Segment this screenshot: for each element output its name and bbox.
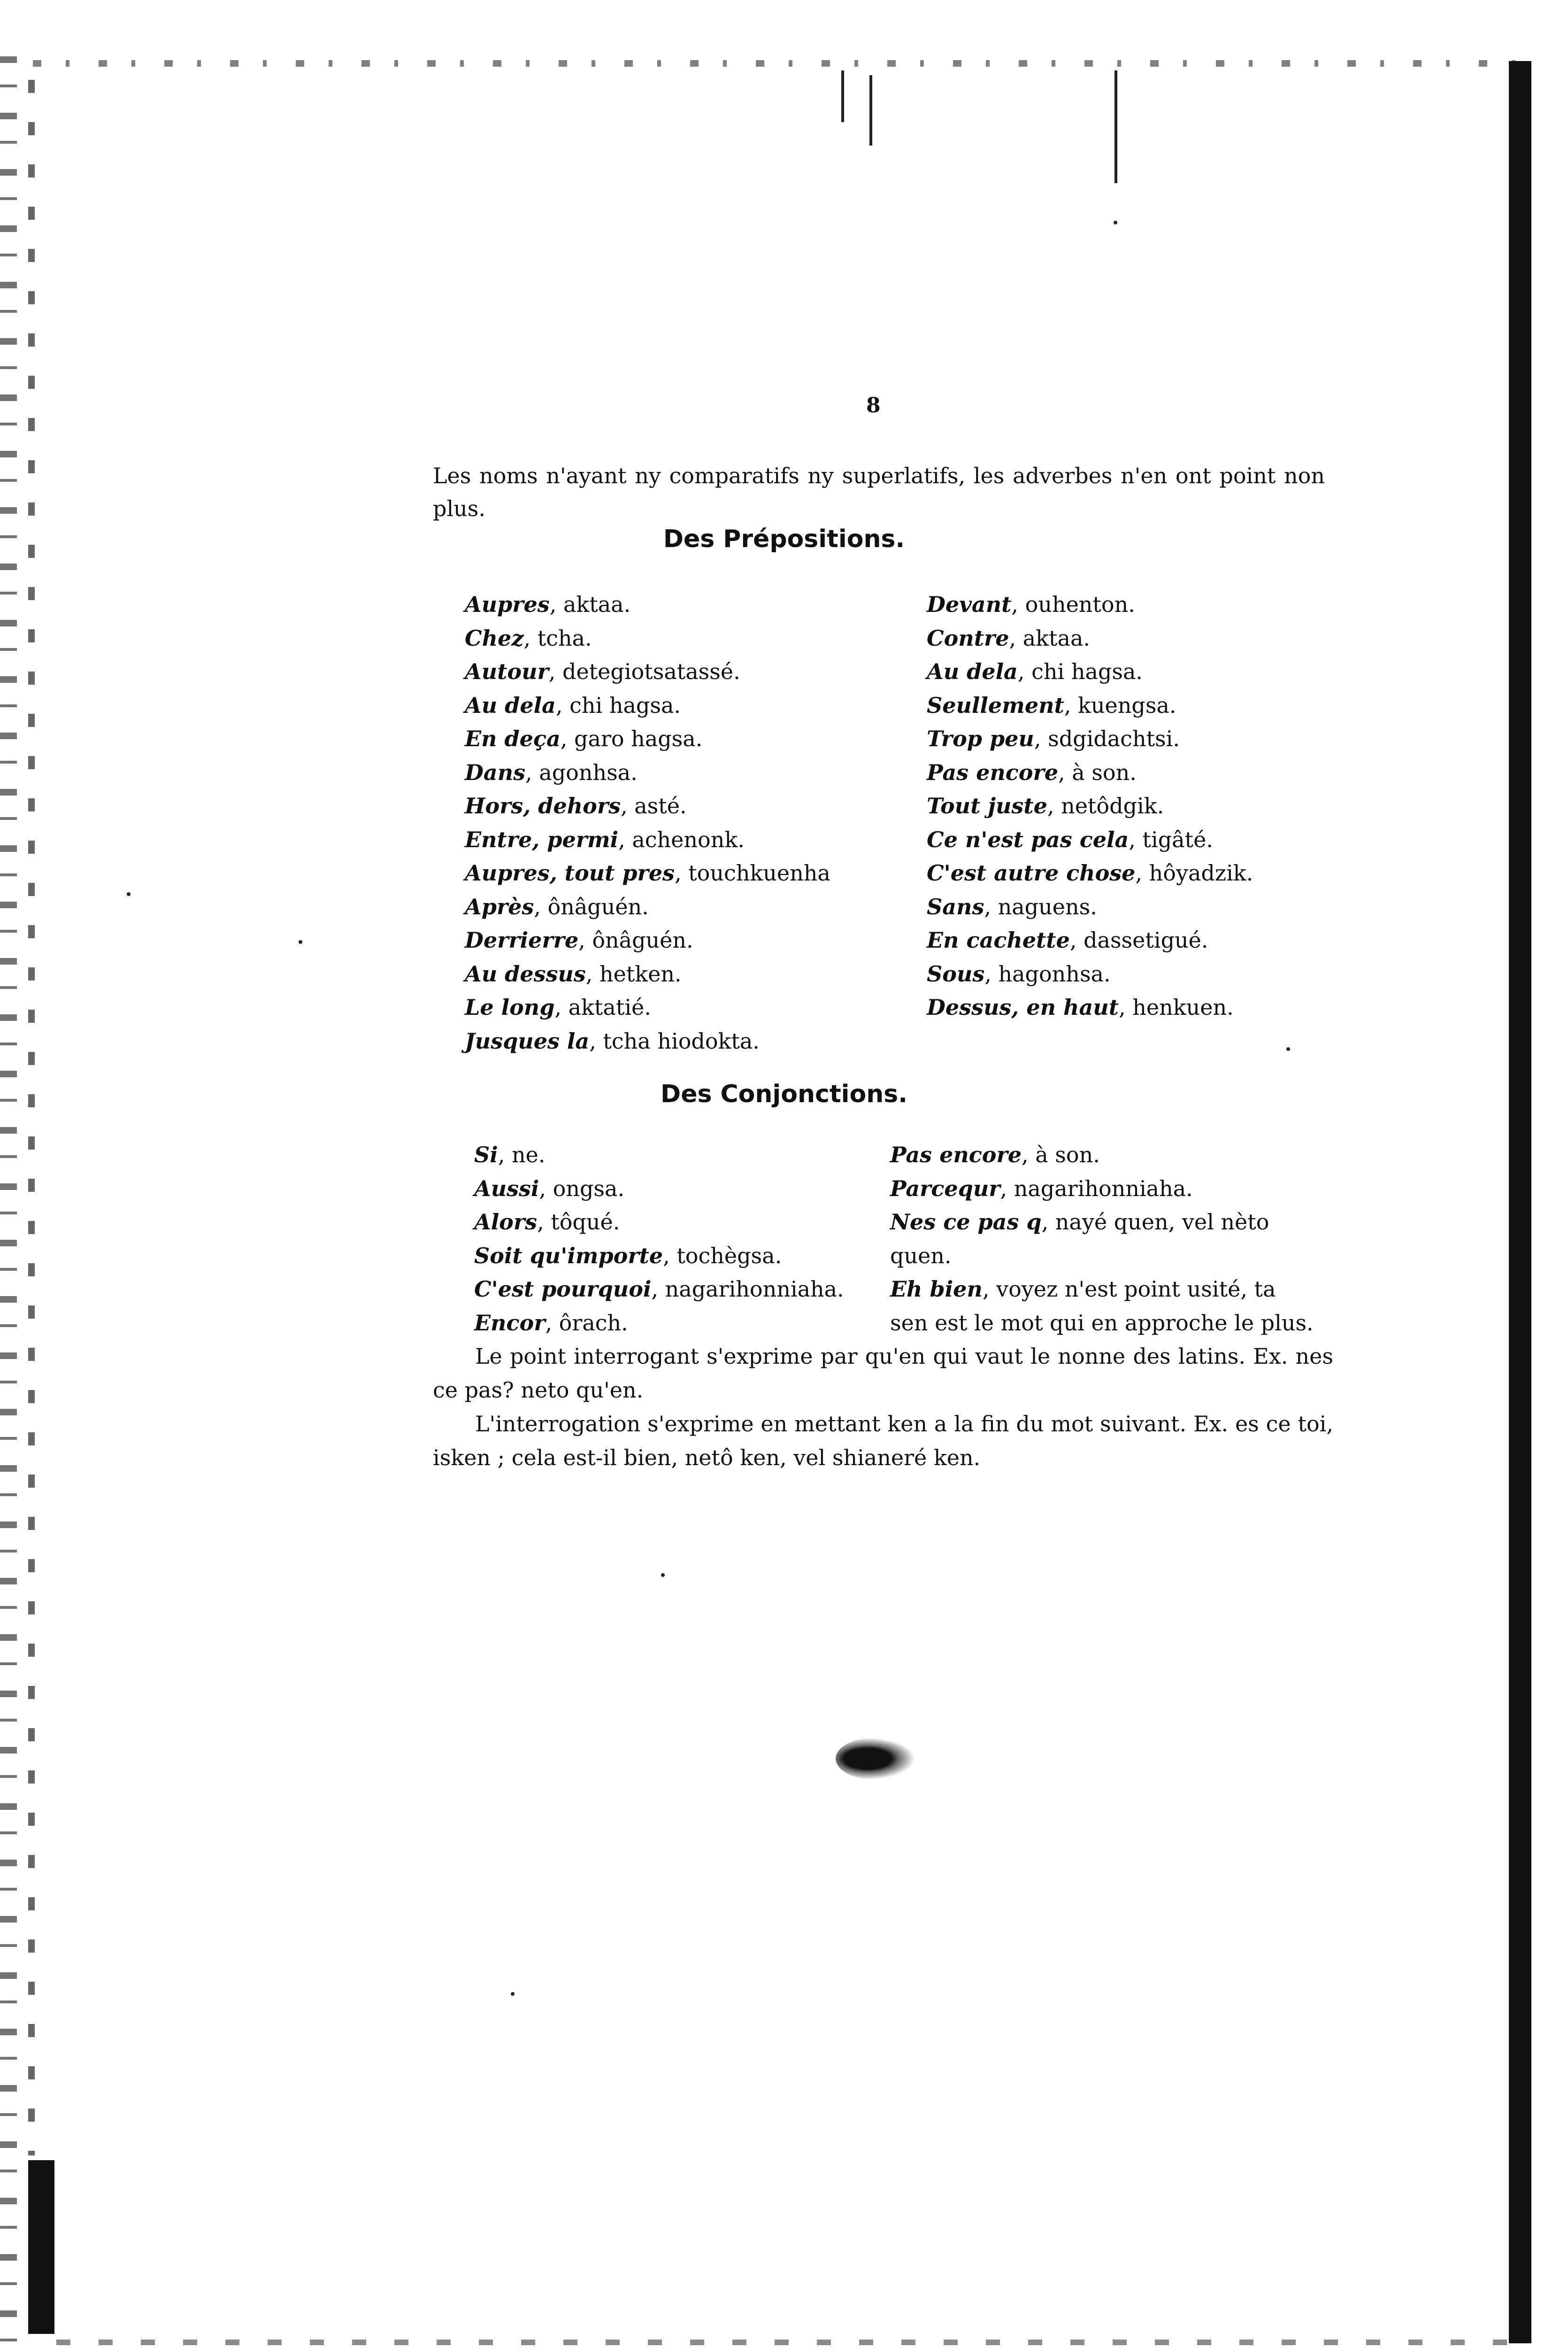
entry-gloss: , achenonk. [618,826,745,852]
entry-term: Ce n'est pas cela [927,826,1129,852]
entry-gloss: , garo hagsa. [560,726,703,751]
entry-line [927,857,1253,890]
entry-term: Sous [927,961,985,987]
ink-speck [1286,1047,1290,1051]
entry-term: Devant [927,592,1012,617]
entry-line [890,1306,1314,1340]
entry-term: Au dessus [465,961,586,987]
entry-gloss: , asté. [621,793,687,819]
entry-term: Soit qu'importe [474,1243,663,1268]
entry-gloss: , ôrach. [545,1310,628,1336]
entry-gloss: , aktaa. [1009,625,1090,651]
entry-term: Chez [465,625,524,651]
entry-gloss: , hagonhsa. [984,961,1111,987]
entry-term: Contre [927,625,1009,651]
scan-edge-left [0,56,17,2348]
entry-term: Encor [474,1310,546,1336]
entry-line [927,789,1253,823]
entry-term: Trop peu [927,726,1034,751]
entry-term: Alors [474,1209,537,1235]
ink-speck [1114,221,1117,224]
entry-line [465,588,830,622]
entry-gloss: , sdgidachtsi. [1034,726,1180,751]
entry-gloss: sen est le mot qui en approche le plus. [890,1310,1314,1336]
prepositions-heading: Des Prépositions. [663,525,905,553]
paragraph-interrogation: L'interrogation s'exprime en mettant ken a la fin du mot suivant. Ex. es ce toi, isken ; cela est-il bien, netô ken, vel shianeré ken. [433,1411,1333,1470]
entry-term: Au dela [465,692,556,718]
entry-gloss: , netôdgik. [1047,793,1164,819]
entry-gloss: , naguens. [984,894,1097,919]
entry-gloss: , nayé quen, vel nèto [1041,1209,1269,1235]
entry-gloss: , à son. [1021,1142,1100,1167]
entry-gloss: , chi hagsa. [1017,659,1143,684]
ink-speck [299,940,302,944]
entry-term: Nes ce pas q [890,1209,1042,1235]
entry-line [890,1273,1314,1306]
entry-line [927,756,1253,790]
entry-line [465,689,830,723]
entry-gloss: , detegiotsatassé. [548,659,740,684]
ink-speck [661,1573,665,1577]
entry-gloss: , tcha hiodokta. [589,1028,760,1054]
scan-edge-top [33,60,1535,67]
entry-term: Derrierre [465,927,579,953]
entry-gloss: , à son. [1058,759,1137,785]
entry-term: Dans [465,759,526,785]
entry-line [927,722,1253,756]
entry-gloss: , voyez n'est point usité, ta [982,1276,1276,1302]
conjonctions-heading: Des Conjonctions. [661,1080,907,1108]
entry-line [465,924,830,958]
scan-shadow-left [28,2160,54,2334]
entry-line [927,689,1253,723]
entry-gloss: , henkuen. [1119,995,1234,1020]
entry-term: Au dela [927,659,1018,684]
entry-line [927,890,1253,924]
entry-line [474,1205,844,1239]
entry-gloss: , kuengsa. [1064,692,1176,718]
entry-gloss: , chi hagsa. [555,692,681,718]
entry-term: Jusques la [465,1028,590,1054]
page-number: 8 [866,394,881,417]
entry-term: Pas encore [927,759,1058,785]
entry-line [890,1205,1314,1239]
entry-line [474,1306,844,1340]
entry-term: En cachette [927,927,1070,953]
conjonctions-left-column [474,1138,844,1340]
entry-line [927,823,1253,857]
entry-gloss: , nagarihonniaha. [1000,1175,1193,1201]
entry-gloss: , tochègsa. [663,1243,782,1268]
entry-term: Hors, dehors [465,793,621,819]
scan-mark [841,70,844,122]
entry-gloss: , tcha. [523,625,592,651]
intro-text: Les noms n'ayant ny comparatifs ny superlatifs, les adverbes n'en ont point non plus. [433,463,1325,521]
entry-line [474,1138,844,1172]
entry-line [927,588,1253,622]
entry-term: Eh bien [890,1276,983,1302]
entry-gloss: , hetken. [585,961,682,987]
scan-edge-bottom [56,2340,1507,2345]
entry-line [890,1138,1314,1172]
entry-term: Dessus, en haut [927,995,1119,1020]
entry-line [927,991,1253,1025]
entry-line [927,655,1253,689]
entry-term: Tout juste [927,793,1047,819]
entry-line [465,857,830,890]
prepositions-right-column [927,588,1253,1025]
entry-line [465,756,830,790]
entry-term: Pas encore [890,1142,1022,1167]
scan-mark [1115,70,1117,183]
entry-gloss: , tigâté. [1129,826,1213,852]
entry-line [465,655,830,689]
entry-term: En deça [465,726,561,751]
entry-term: Seullement [927,692,1064,718]
entry-line [465,622,830,656]
entry-gloss: , agonhsa. [525,759,638,785]
conjonctions-right-column [890,1138,1314,1340]
entry-gloss: , aktatié. [554,995,651,1020]
entry-gloss: , ônâguén. [534,894,649,919]
entry-gloss: , hôyadzik. [1135,860,1253,886]
entry-gloss: , ônâguén. [578,927,693,953]
entry-line [927,622,1253,656]
entry-term: Après [465,894,534,919]
entry-line [474,1239,844,1273]
entry-line [927,924,1253,958]
entry-gloss: , dassetigué. [1069,927,1208,953]
entry-line [474,1273,844,1306]
ink-blot [836,1738,915,1780]
entry-term: Aussi [474,1175,539,1201]
scan-mark [869,75,872,146]
entry-gloss: , ouhenton. [1011,592,1135,617]
entry-term: Sans [927,894,984,919]
entry-line [465,823,830,857]
entry-gloss: , tôqué. [537,1209,620,1235]
entry-line [465,958,830,991]
entry-line [465,991,830,1025]
entry-term: Le long [465,995,555,1020]
entry-gloss: quen. [890,1243,952,1268]
scan-edge-left-inner [28,80,35,2155]
entry-line [474,1172,844,1206]
entry-line [465,890,830,924]
scan-shadow-right [1509,61,1531,2343]
entry-term: Entre, permi [465,826,619,852]
entry-term: Autour [465,659,549,684]
entry-line [890,1172,1314,1206]
entry-line [927,958,1253,991]
entry-gloss: , aktaa. [549,592,631,617]
paragraph-interrogant: Le point interrogant s'exprime par qu'en qui vaut le nonne des latins. Ex. nes ce pas? neto qu'en. [433,1344,1333,1403]
entry-gloss: , nagarihonniaha. [651,1276,844,1302]
entry-term: C'est autre chose [927,860,1136,886]
ink-speck [511,1992,515,1996]
entry-line [465,789,830,823]
entry-gloss: , touchkuenha [674,860,830,886]
ink-speck [127,892,131,896]
entry-line [465,722,830,756]
entry-term: Si [474,1142,498,1167]
entry-line [465,1025,830,1058]
entry-term: C'est pourquoi [474,1276,652,1302]
entry-line [890,1239,1314,1273]
entry-term: Parcequr [890,1175,1000,1201]
entry-gloss: , ongsa. [539,1175,625,1201]
entry-term: Aupres [465,592,550,617]
prepositions-left-column [465,588,830,1058]
entry-gloss: , ne. [498,1142,546,1167]
entry-term: Aupres, tout pres [465,860,675,886]
